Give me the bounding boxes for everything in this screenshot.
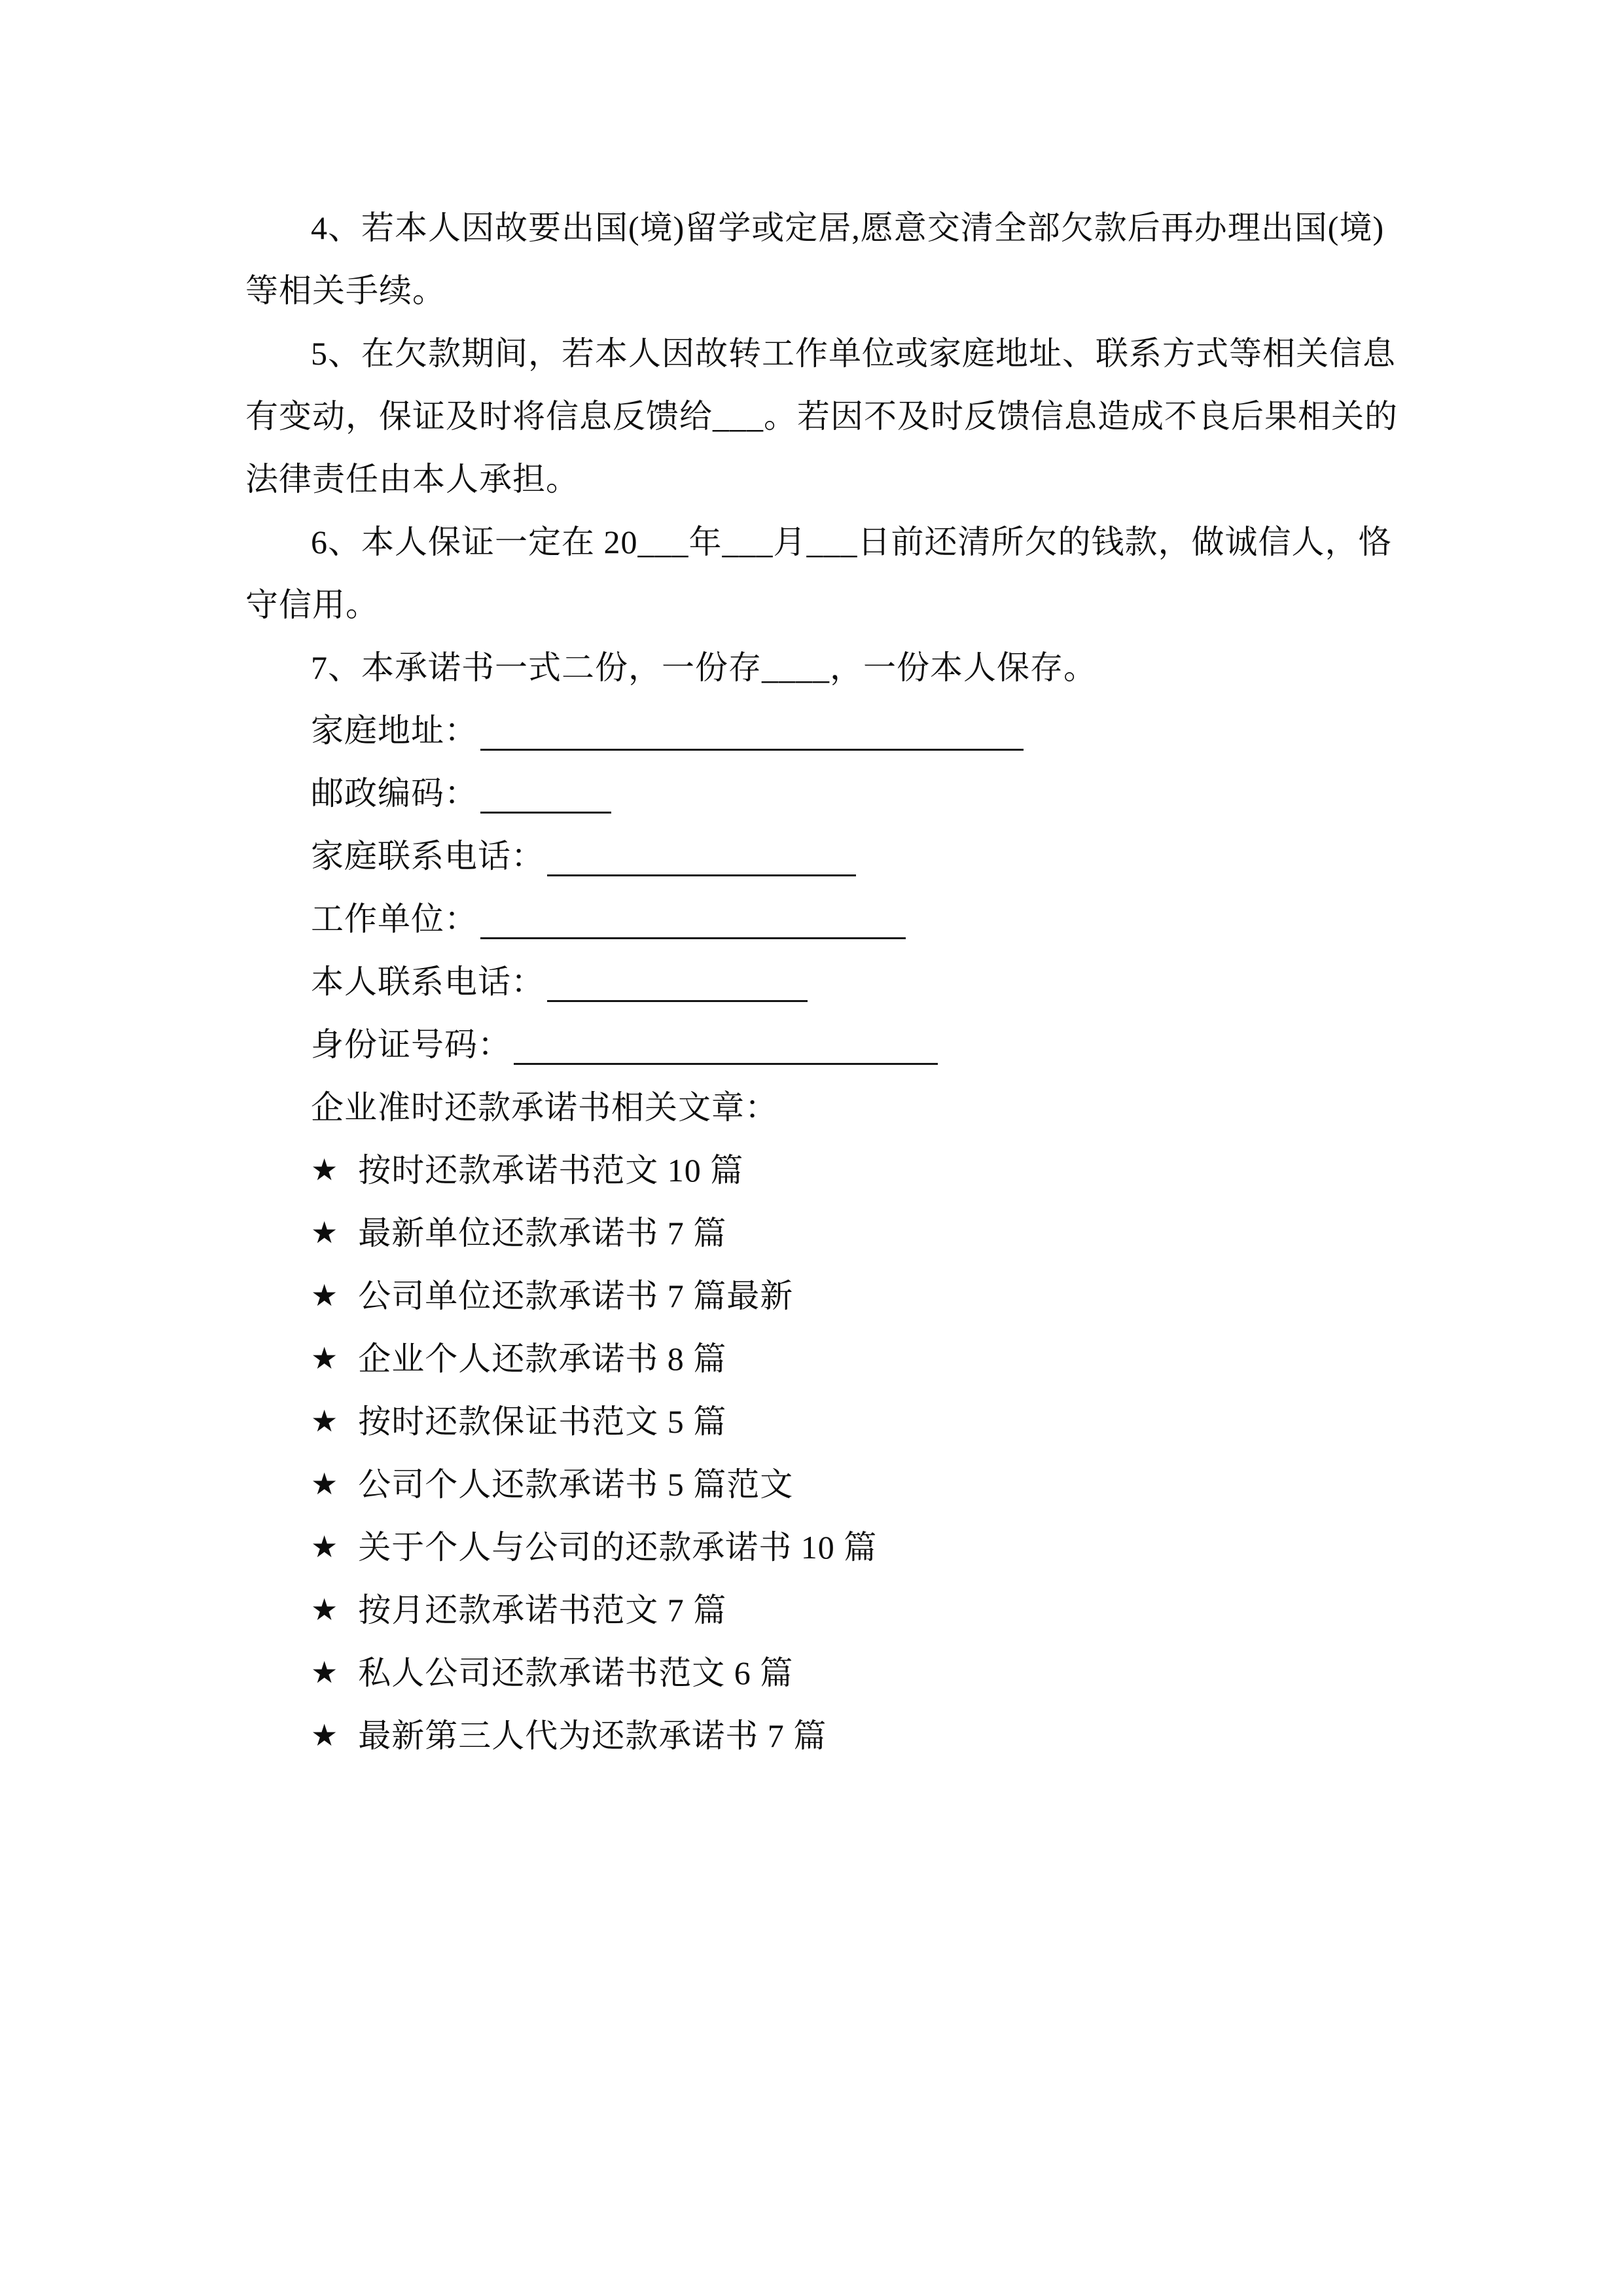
blank-underline [480,749,1024,751]
blank-underline [547,1000,808,1002]
form-field-line [245,1013,1378,1076]
form-field-line [245,699,1378,762]
paragraph-text: 5、在欠款期间，若本人因故转工作单位或家庭地址、联系方式等相关信息 [311,335,1396,372]
field-label: 本人联系电话： [311,963,544,1000]
paragraph-line [245,511,1392,573]
article-title: 私人公司还款承诺书范文 6 篇 [358,1655,794,1691]
related-article-item [245,1579,1378,1641]
paragraph-line [245,385,1398,448]
paragraph-line [245,322,1396,385]
star-icon: ★ [311,1405,339,1438]
paragraph-line [245,636,1378,699]
field-label: 工作单位： [311,901,478,937]
related-article-item [245,1516,1378,1579]
paragraph-line [245,573,1378,636]
star-icon: ★ [311,1216,339,1249]
article-title: 最新单位还款承诺书 7 篇 [358,1215,727,1251]
star-icon: ★ [311,1593,339,1626]
star-icon: ★ [311,1467,339,1501]
star-icon: ★ [311,1279,339,1312]
related-article-item [245,1453,1378,1516]
related-article-item [245,1641,1378,1704]
field-label: 身份证号码： [311,1026,511,1063]
article-title: 按时还款保证书范文 5 篇 [358,1403,727,1440]
related-articles-heading [245,1076,1378,1139]
form-field-line [245,950,1378,1013]
article-title: 最新第三人代为还款承诺书 7 篇 [358,1717,827,1754]
related-article-item [245,1202,1378,1265]
blank-underline [514,1063,938,1065]
heading-text: 企业准时还款承诺书相关文章： [311,1089,778,1126]
related-article-item [245,1390,1378,1453]
paragraph-text: 法律责任由本人承担。 [245,461,579,497]
document-content [245,196,1398,1767]
form-field-line [245,888,1378,950]
paragraph-line [245,259,1378,322]
article-title: 企业个人还款承诺书 8 篇 [358,1340,727,1377]
form-field-line [245,825,1378,888]
paragraph-text: 等相关手续。 [245,272,446,309]
paragraph-text: 6、本人保证一定在 20___年___月___日前还清所欠的钱款，做诚信人，恪 [311,524,1392,560]
form-field-line [245,762,1378,825]
blank-underline [547,874,856,876]
star-icon: ★ [311,1153,339,1187]
related-article-item [245,1704,1378,1767]
article-title: 按月还款承诺书范文 7 篇 [358,1592,727,1628]
field-label: 家庭地址： [311,712,478,749]
blank-underline [480,812,611,814]
field-label: 邮政编码： [311,775,478,812]
paragraph-text: 守信用。 [245,586,379,623]
paragraph-text: 4、若本人因故要出国(境)留学或定居,愿意交清全部欠款后再办理出国(境) [311,209,1385,246]
paragraph-line [245,196,1385,259]
star-icon: ★ [311,1719,339,1752]
paragraph-line [245,448,1378,511]
article-title: 公司单位还款承诺书 7 篇最新 [358,1278,794,1314]
field-label: 家庭联系电话： [311,838,544,874]
article-title: 公司个人还款承诺书 5 篇范文 [358,1466,794,1503]
related-article-item [245,1265,1378,1327]
article-title: 按时还款承诺书范文 10 篇 [358,1152,744,1189]
star-icon: ★ [311,1342,339,1375]
star-icon: ★ [311,1530,339,1564]
star-icon: ★ [311,1656,339,1689]
paragraph-text: 有变动，保证及时将信息反馈给___。若因不及时反馈信息造成不良后果相关的 [245,398,1398,435]
blank-underline [480,937,906,939]
related-article-item [245,1327,1378,1390]
article-title: 关于个人与公司的还款承诺书 10 篇 [358,1529,878,1566]
related-article-item [245,1139,1378,1202]
paragraph-text: 7、本承诺书一式二份，一份存____，一份本人保存。 [311,649,1097,686]
